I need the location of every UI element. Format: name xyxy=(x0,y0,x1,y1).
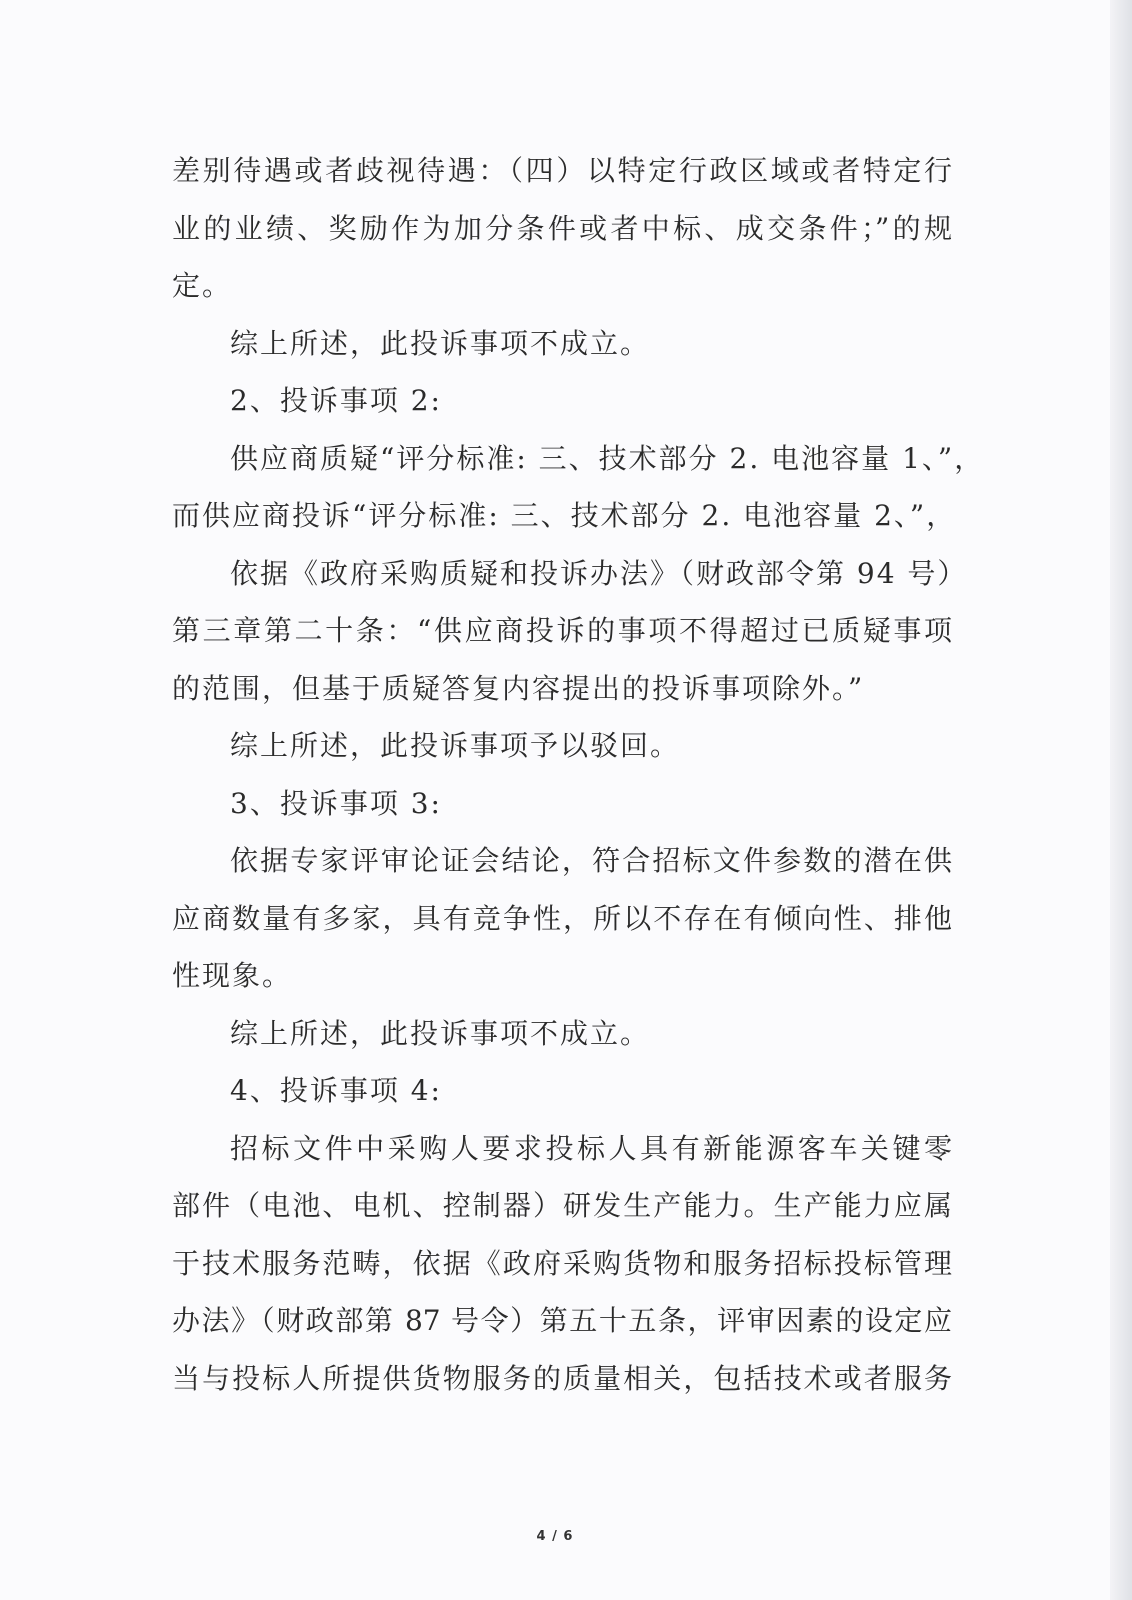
text-line: 依据《政府采购质疑和投诉办法》（财政部令第 94 号） xyxy=(230,556,968,590)
section-heading: 3、投诉事项 3: xyxy=(230,786,442,820)
text-line: 依据专家评审论证会结论，符合招标文件参数的潜在供 xyxy=(230,844,952,877)
text-line: 的范围，但基于质疑答复内容提出的投诉事项除外。” xyxy=(172,671,865,705)
text-line: 综上所述，此投诉事项予以驳回。 xyxy=(230,729,681,762)
section-heading: 4、投诉事项 4: xyxy=(230,1074,442,1107)
text-line: 于技术服务范畴，依据《政府采购货物和服务招标投标管理 xyxy=(172,1246,952,1280)
text-line: 定。 xyxy=(172,269,233,302)
text-line: 第三章第二十条：“供应商投诉的事项不得超过已质疑事项 xyxy=(172,614,952,647)
text-line: 供应商质疑“评分标准: 三、技术部分 2. 电池容量 1、”， xyxy=(230,441,985,475)
section-heading: 2、投诉事项 2: xyxy=(230,384,442,417)
text-line: 办法》（财政部第 87 号令）第五十五条，评审因素的设定应 xyxy=(172,1304,952,1337)
text-line: 差别待遇或者歧视待遇：（四）以特定行政区域或者特定行 xyxy=(172,154,952,187)
text-line: 招标文件中采购人要求投标人具有新能源客车关键零 xyxy=(230,1131,952,1165)
body-text xyxy=(172,142,985,1407)
page-number: 4 / 6 xyxy=(536,1529,574,1544)
text-line: 综上所述，此投诉事项不成立。 xyxy=(230,326,651,360)
text-line: 业的业绩、奖励作为加分条件或者中标、成交条件；”的规 xyxy=(172,211,952,245)
text-line: 应商数量有多家，具有竞争性，所以不存在有倾向性、排他 xyxy=(172,901,952,935)
text-line: 部件（电池、电机、控制器）研发生产能力。生产能力应属 xyxy=(172,1189,952,1222)
text-line: 而供应商投诉“评分标准: 三、技术部分 2. 电池容量 2、”， xyxy=(172,499,957,532)
scan-edge-shadow xyxy=(1110,0,1132,1600)
text-line: 性现象。 xyxy=(172,959,293,992)
text-line: 当与投标人所提供货物服务的质量相关，包括技术或者服务 xyxy=(172,1361,952,1395)
text-line: 综上所述，此投诉事项不成立。 xyxy=(230,1016,651,1050)
